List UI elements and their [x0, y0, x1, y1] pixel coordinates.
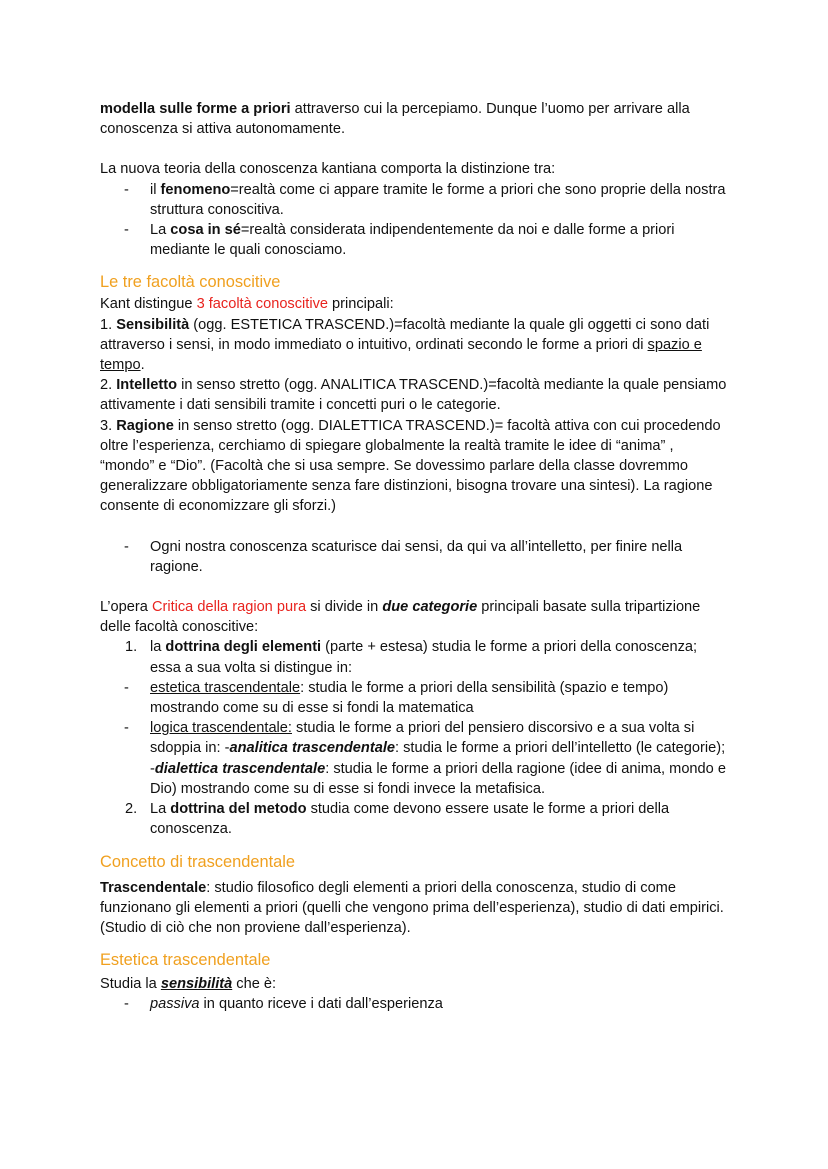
bullet-dash: -	[124, 181, 129, 198]
bullet-dash: -	[124, 720, 129, 737]
bullet-dash: -	[124, 679, 129, 696]
concetto-paragraph: Trascendentale: studio filosofico degli elementi a priori della conoscenza, studio di come funzionano gli elementi a priori (quelli che vengono prima dell’esperienza), studio di dati empirici. (Studio di ciò che non proviene dall’esperienza).	[100, 879, 724, 936]
list-item-logica: - logica trascendentale: studia le forme a priori del pensiero discorsivo e a sua volta si sdoppia in: -analitica trascendentale: studia le forme a priori dell’intelletto (le categorie); -dialettica trascendentale: studia le forme a priori della ragione (idee di anima, mondo e Dio) mostrando come su di esse si fondi invece la metafisica.	[100, 718, 730, 799]
bullet-dash: -	[124, 222, 129, 239]
bullet-dash: -	[124, 996, 129, 1013]
intro-distinction: La nuova teoria della conoscenza kantiana comporta la distinzione tra:	[100, 161, 556, 178]
document-content	[100, 99, 730, 1015]
intro-paragraph: modella sulle forme a priori attraverso cui la percepiamo. Dunque l’uomo per arrivare alla conoscenza si attiva autonomamente.	[100, 101, 690, 138]
opera-paragraph: L’opera Critica della ragion pura si divide in due categorie principali basate sulla tripartizione delle facoltà conoscitive:	[100, 599, 701, 636]
facolta-intelletto: 2. Intelletto in senso stretto (ogg. ANALITICA TRASCEND.)=facoltà mediante la quale pensiamo attivamente i dati sensibili tramite i concetti puri o le categorie.	[100, 377, 727, 414]
estetica-intro: Studia la sensibilità che è:	[100, 976, 277, 993]
facolta-ragione: 3. Ragione in senso stretto (ogg. DIALETTICA TRASCEND.)= facoltà attiva con cui procedendo oltre l’esperienza, cerchiamo di spiegare globalmente la realtà tramite le idee di “anima” , “mondo” e “Dio”. (Facoltà che si usa sempre. Se dovessimo parlare della classe dovremmo generalizzare obbligatoriamente senza fare distinzioni, bisogna trovare una sintesi). La ragione consente di economizzare gli sforzi.)	[100, 417, 721, 515]
heading-estetica: Estetica trascendentale	[100, 951, 271, 970]
list-item-cosa-in-se: - La cosa in sé=realtà considerata indipendentemente da noi e dalle forme a priori mediante le quali conosciamo.	[100, 220, 730, 260]
list-number: 2.	[125, 801, 138, 818]
list-item-dottrina-metodo: 2. La dottrina del metodo studia come devono essere usate le forme a priori della conoscenza.	[100, 799, 730, 839]
list-item-conoscenza: - Ogni nostra conoscenza scaturisce dai sensi, da qui va all’intelletto, per finire nella ragione.	[100, 537, 730, 577]
list-number: 1.	[125, 639, 138, 656]
heading-concetto: Concetto di trascendentale	[100, 852, 295, 871]
facolta-sensibilita: 1. Sensibilità (ogg. ESTETICA TRASCEND.)=facoltà mediante la quale gli oggetti ci sono dati attraverso i sensi, in modo immediato o intuitivo, ordinati secondo le forme a priori di spazio e tempo.	[100, 316, 710, 374]
heading-tre-facolta: Le tre facoltà conoscitive	[100, 273, 281, 292]
list-item-estetica: - estetica trascendentale: studia le forme a priori della sensibilità (spazio e tempo) mostrando come su di esse si fondi la matematica	[100, 678, 730, 718]
list-item-passiva: - passiva in quanto riceve i dati dall’esperienza	[100, 994, 730, 1014]
bullet-dash: -	[124, 538, 129, 555]
list-item-dottrina-elementi: 1. la dottrina degli elementi (parte + estesa) studia le forme a priori della conoscenza; essa a sua volta si distingue in:	[100, 637, 730, 677]
facolta-intro: Kant distingue 3 facoltà conoscitive principali:	[100, 296, 394, 313]
list-item-fenomeno: - il fenomeno=realtà come ci appare tramite le forme a priori che sono proprie della nostra struttura conoscitiva.	[100, 180, 730, 220]
